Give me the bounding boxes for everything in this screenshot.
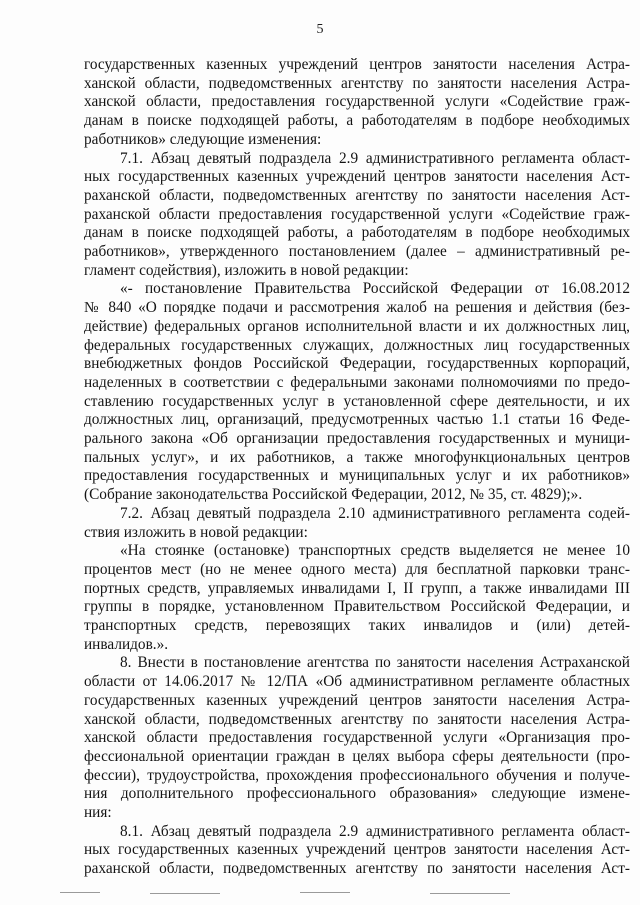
text-line: гламент содействия), изложить в новой редакции:	[84, 261, 409, 279]
text-line: должностных лиц, организаций, предусмотренных частью 1.1 статьи 16 Феде-	[84, 411, 630, 429]
text-line: рального закона «Об организации предоставления государственных и муници-	[84, 430, 630, 447]
text-line: 7.2. Абзац девятый подраздела 2.10 административного регламента содей-	[120, 504, 630, 522]
text-line: ханской области предоставления государственной услуги «Организация про-	[84, 729, 630, 747]
text-line: «- постановление Правительства Российской Федерации от 16.08.2012	[120, 280, 630, 298]
text-line: процентов мест (но не менее одного места) для бесплатной парковки транс-	[84, 560, 630, 578]
text-line: работников», утвержденного постановлением (далее – административный ре-	[84, 243, 630, 260]
text-line: раханской области, подведомственных агентству по занятости населения Аст-	[84, 860, 630, 878]
text-line: ния дополнительного профессионального образования» следующие измене-	[84, 785, 630, 803]
scan-artifact	[430, 893, 510, 894]
text-line: государственных казенных учреждений центров занятости населения Астра-	[84, 691, 630, 709]
text-line: ния:	[84, 804, 112, 821]
text-line: наделенных в соответствии с федеральными законами полномочиями по предо-	[84, 373, 630, 391]
text-line: предоставления государственных и муниципальных услуг и их работников»	[84, 467, 630, 485]
text-line: 7.1. Абзац девятый подраздела 2.9 административного регламента област-	[120, 149, 630, 167]
text-line: портных средств, управляемых инвалидами I, II групп, а также инвалидами III	[84, 579, 630, 597]
text-line: федеральных государственных служащих, должностных лиц государственных	[84, 336, 630, 354]
text-line: «На стоянке (остановке) транспортных средств выделяется не менее 10	[120, 542, 630, 560]
text-line: ных государственных казенных учреждений центров занятости населения Аст-	[84, 841, 630, 859]
text-line: ставлению государственных услуг в установленной сфере деятельности, и их	[84, 392, 630, 410]
text-line: ных государственных казенных учреждений центров занятости населения Аст-	[84, 168, 630, 186]
text-line: внебюджетных фондов Российской Федерации, государственных корпораций,	[84, 355, 630, 373]
text-line: (Собрание законодательства Российской Федерации, 2012, № 35, ст. 4829);».	[84, 486, 583, 504]
text-line: ствия изложить в новой редакции:	[84, 523, 308, 541]
page-number: 5	[316, 22, 324, 37]
text-line: 8.1. Абзац девятый подраздела 2.9 административного регламента област-	[120, 822, 630, 840]
text-line: данам в поиске подходящей работы, а работодателям в подборе необходимых	[84, 112, 630, 130]
text-line: пальных услуг», и их работников, а также многофункциональных центров	[84, 448, 630, 466]
text-line: государственных казенных учреждений центров занятости населения Астра-	[84, 56, 630, 73]
text-line: транспортных средств, перевозящих таких инвалидов и (или) детей-	[84, 617, 630, 634]
scan-artifact	[150, 893, 220, 894]
text-line: действие) федеральных органов исполнительной власти и их должностных лиц,	[84, 317, 630, 335]
text-line: раханской области, подведомственных агентству по занятости населения Аст-	[84, 186, 630, 204]
text-line: группы в порядке, установленном Правительством Российской Федерации, и	[84, 598, 630, 616]
text-line: № 840 «О порядке подачи и рассмотрения жалоб на решения и действия (без-	[84, 299, 630, 317]
text-line: раханской области предоставления государственной услуги «Содействие граж-	[84, 205, 630, 223]
text-line: фессиональной ориентации граждан в целях выбора сферы деятельности (про-	[84, 747, 630, 765]
text-line: ханской области, подведомственных агентству по занятости населения Астра-	[84, 710, 630, 728]
text-line: работников» следующие изменения:	[84, 130, 322, 148]
text-line: области от 14.06.2017 № 12/ПА «Об административном регламенте областных	[84, 673, 630, 691]
scan-artifact	[60, 892, 100, 893]
scan-artifact	[300, 892, 350, 893]
text-line: ханской области, подведомственных агентству по занятости населения Астра-	[84, 74, 630, 92]
text-line: 8. Внести в постановление агентства по занятости населения Астраханской	[120, 654, 630, 672]
text-line: ханской области, предоставления государственной услуги «Содействие граж-	[84, 93, 630, 111]
text-line: инвалидов.».	[84, 635, 169, 653]
text-line: фессии), трудоустройства, прохождения профессионального обучения и получе-	[84, 766, 630, 784]
text-line: данам в поиске подходящей работы, а работодателям в подборе необходимых	[84, 224, 630, 242]
